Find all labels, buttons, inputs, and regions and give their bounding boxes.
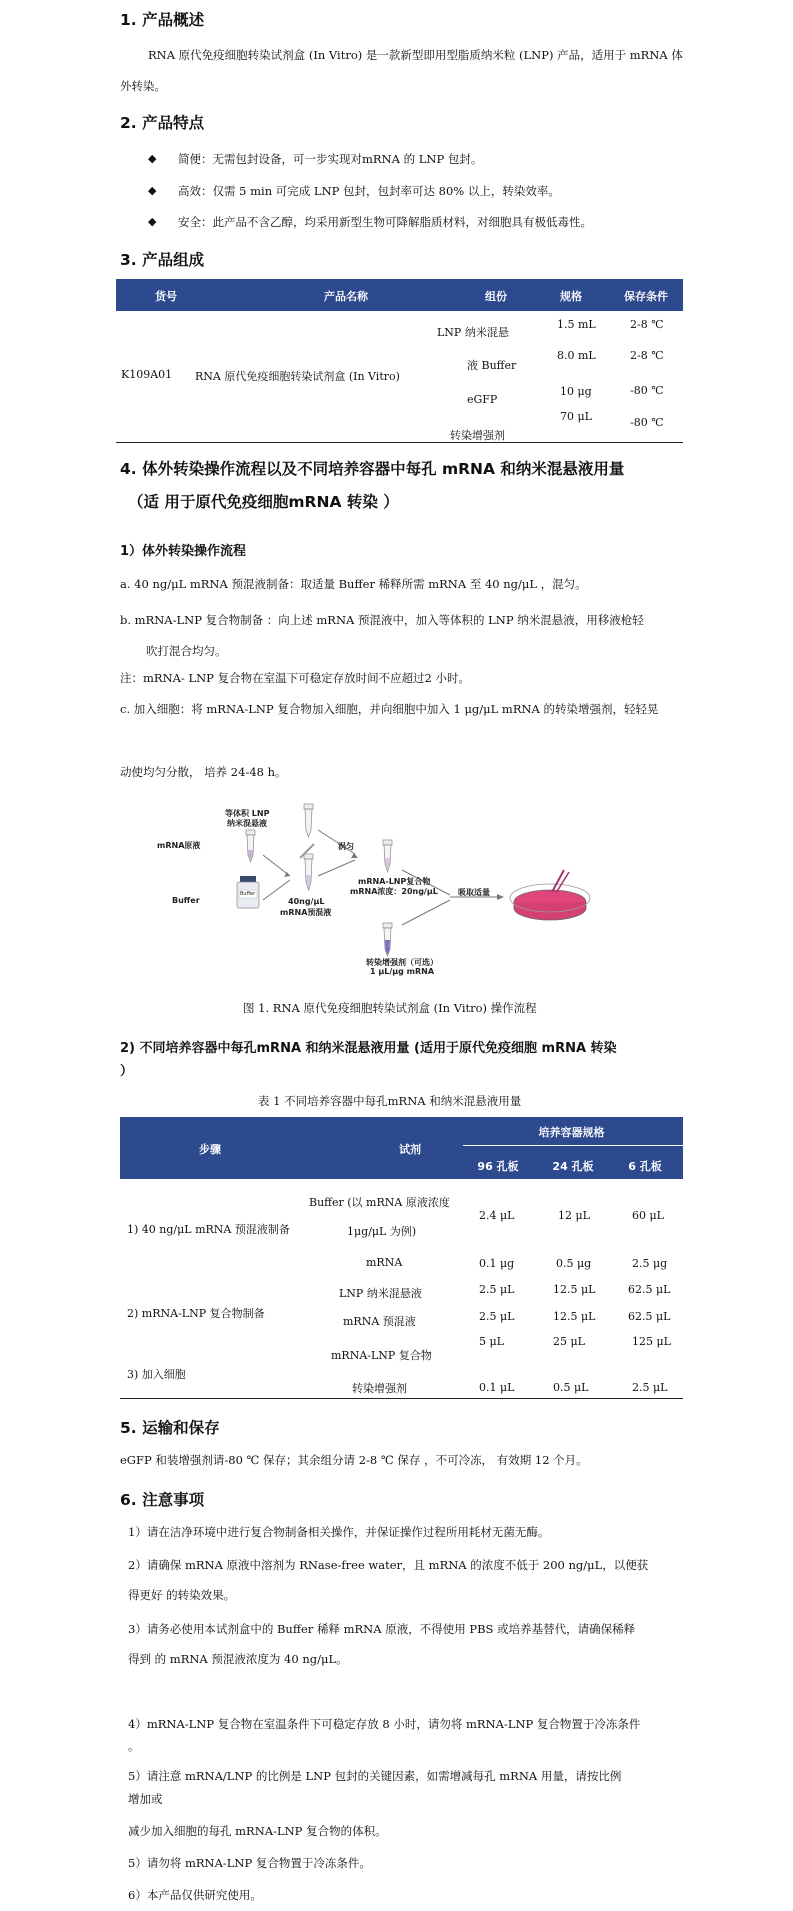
section-3-title: 3. 产品组成 (120, 251, 205, 269)
section-2-title: 2. 产品特点 (120, 114, 205, 132)
s1-paragraph-line1: RNA 原代免疫细胞转染试剂盒 (In Vitro) 是一款新型即用型脂质纳米粒 (LNP) 产品，适用于 mRNA 体 (148, 48, 683, 62)
reagent-cell-cont: 1μg/μL 为例) (347, 1225, 417, 1238)
section-4-title: 4. 体外转染操作流程以及不同培养容器中每孔 mRNA 和纳米混悬液用量 (120, 460, 625, 478)
value-6: 60 μL (632, 1209, 664, 1222)
section-1-title: 1. 产品概述 (120, 11, 205, 29)
header-storage: 保存条件 (624, 290, 668, 303)
note-item: 4）mRNA-LNP 复合物在室温条件下可稳定存放 8 小时，请勿将 mRNA-LNP 复合物置于冷冻条件 (128, 1717, 641, 1731)
value-96: 5 μL (479, 1335, 504, 1348)
header-container-spec: 培养容器规格 (538, 1126, 605, 1139)
component-item: LNP 纳米混悬 (437, 326, 509, 339)
value-6: 62.5 μL (628, 1310, 671, 1323)
value-6: 2.5 μg (632, 1257, 668, 1270)
reagent-cell: 转染增强剂 (352, 1382, 407, 1395)
note-item-cont: 增加或 (128, 1792, 163, 1806)
component-item: 转染增强剂 (450, 429, 505, 442)
value-96: 0.1 μg (479, 1257, 515, 1270)
component-item: eGFP (467, 393, 498, 406)
enhancer-label-2: 1 μL/μg mRNA (370, 967, 435, 976)
enhancer-tube-icon (383, 923, 392, 956)
value-24: 12.5 μL (553, 1283, 596, 1296)
bullet-icon: ◆ (148, 184, 157, 197)
storage-text: eGFP 和装增强剂请-80 ℃ 保存；其余组分请 2-8 ℃ 保存 ，不可冷冻， 有效期 12 个月。 (120, 1453, 588, 1467)
spec-value: 70 μL (560, 410, 592, 423)
table-caption: 表 1 不同培养容器中每孔mRNA 和纳米混悬液用量 (258, 1094, 522, 1108)
component-item: 液 Buffer (467, 359, 517, 372)
vortex-label: 涡匀 (338, 842, 354, 851)
step-b: b. mRNA-LNP 复合物制备 ：向上述 mRNA 预混液中，加入等体积的 LNP 纳米混悬液，用移液枪轻 (120, 613, 644, 627)
subsection-1-title: 1）体外转染操作流程 (120, 544, 247, 559)
step-c: c. 加入细胞：将 mRNA-LNP 复合物加入细胞，并向细胞中加入 1 μg/μL mRNA 的转染增强剂，轻轻晃 (120, 702, 659, 716)
table-bottom-rule (120, 1398, 683, 1399)
value-6: 62.5 μL (628, 1283, 671, 1296)
value-24: 0.5 μg (556, 1257, 592, 1270)
reagent-cell: mRNA-LNP 复合物 (331, 1349, 432, 1362)
subsection-2-title-cont: ） (120, 1064, 134, 1079)
note-item: 6）本产品仅供研究使用。 (128, 1888, 262, 1902)
note-item-cont: 。 (128, 1739, 140, 1753)
reagent-cell: Buffer (以 mRNA 原液浓度 (309, 1196, 450, 1209)
feature-item: 安全：此产品不含乙醇，均采用新型生物可降解脂质材料，对细胞具有极低毒性。 (178, 215, 592, 229)
value-96: 0.1 μL (479, 1381, 515, 1394)
step-cell: 3) 加入细胞 (127, 1368, 186, 1381)
catalog-number: K109A01 (121, 368, 173, 381)
subsection-2-title: 2) 不同培养容器中每孔mRNA 和纳米混悬液用量 (适用于原代免疫细胞 mRNA 转染 (120, 1041, 617, 1056)
complex-label: mRNA-LNP复合物 (358, 877, 431, 886)
feature-item: 简便：无需包封设备，可一步实现对mRNA 的 LNP 包封。 (178, 152, 483, 166)
reagent-cell: mRNA (366, 1256, 403, 1269)
value-6: 125 μL (632, 1335, 671, 1348)
spec-value: 10 μg (560, 385, 592, 398)
header-96-well: 96 孔板 (477, 1160, 519, 1173)
header-divider (463, 1145, 683, 1146)
section-5-title: 5. 运输和保存 (120, 1419, 220, 1437)
lnp-label-2: 纳米混悬液 (227, 819, 267, 828)
note-item-cont: 得到 的 mRNA 预混液浓度为 40 ng/μL。 (128, 1652, 348, 1666)
premix-tube-icon (300, 844, 314, 890)
header-6-well: 6 孔板 (628, 1160, 662, 1173)
note-item: 3）请务必使用本试剂盒中的 Buffer 稀释 mRNA 原液，不得使用 PBS 或培养基替代，请确保稀释 (128, 1622, 636, 1636)
workflow-figure (157, 800, 600, 980)
step-a: a. 40 ng/μL mRNA 预混液制备：取适量 Buffer 稀释所需 mRNA 至 40 ng/μL ，混匀。 (120, 577, 587, 591)
step-cell: 2) mRNA-LNP 复合物制备 (127, 1307, 265, 1320)
s1-paragraph-line2: 外转染。 (120, 79, 166, 93)
header-product: 产品名称 (324, 290, 368, 303)
complex-tube-icon (383, 840, 392, 872)
storage-value: -80 ℃ (630, 416, 664, 429)
complex-label-2: mRNA浓度：20ng/μL (350, 887, 438, 896)
lnp-label: 等体积 LNP (225, 809, 270, 818)
value-24: 12 μL (558, 1209, 590, 1222)
step-c-cont: 动使均匀分散， 培养 24-48 h。 (120, 765, 287, 779)
header-reagent: 试剂 (399, 1143, 421, 1156)
header-component: 组份 (485, 290, 507, 303)
enhancer-label: 转染增强剂（可选） (366, 958, 438, 967)
feature-item: 高效：仅需 5 min 可完成 LNP 包封，包封率可达 80% 以上，转染效率。 (178, 184, 560, 198)
reagent-cell: LNP 纳米混悬液 (339, 1287, 422, 1300)
lnp-tube-icon (304, 804, 313, 837)
bullet-icon: ◆ (148, 152, 157, 165)
note-item-cont: 减少加入细胞的每孔 mRNA-LNP 复合物的体积。 (128, 1824, 387, 1838)
bottle-label: Buffer (240, 891, 256, 897)
petri-dish-icon (510, 870, 590, 920)
header-catalog: 货号 (155, 290, 177, 303)
add-label: 吸取适量 (458, 888, 490, 897)
value-96: 2.5 μL (479, 1283, 515, 1296)
value-6: 2.5 μL (632, 1381, 668, 1394)
note-item: 5）请勿将 mRNA-LNP 复合物置于冷冻条件。 (128, 1856, 371, 1870)
usage-table-header (120, 1117, 683, 1179)
header-spec: 规格 (560, 290, 582, 303)
value-24: 12.5 μL (553, 1310, 596, 1323)
bullet-icon: ◆ (148, 215, 157, 228)
premix-label: 40ng/μL (288, 897, 325, 906)
note-item: 5）请注意 mRNA/LNP 的比例是 LNP 包封的关键因素，如需增减每孔 mRNA 用量，请按比例 (128, 1769, 622, 1783)
section-4-title-line2: （适 用于原代免疫细胞mRNA 转染 ） (128, 493, 399, 511)
table-bottom-rule (116, 442, 683, 443)
storage-value: 2-8 ℃ (630, 349, 664, 362)
product-name: RNA 原代免疫细胞转染试剂盒 (In Vitro) (195, 370, 400, 383)
value-96: 2.4 μL (479, 1209, 515, 1222)
header-step: 步骤 (199, 1143, 221, 1156)
figure-caption: 图 1. RNA 原代免疫细胞转染试剂盒 (In Vitro) 操作流程 (243, 1001, 537, 1015)
value-24: 25 μL (553, 1335, 585, 1348)
composition-table-header (116, 279, 683, 311)
storage-value: 2-8 ℃ (630, 318, 664, 331)
value-24: 0.5 μL (553, 1381, 589, 1394)
spec-value: 1.5 mL (557, 318, 596, 331)
premix-label-2: mRNA预混液 (280, 908, 332, 917)
note-item: 1）请在洁净环境中进行复合物制备相关操作，并保证操作过程所用耗材无菌无酶。 (128, 1525, 550, 1539)
note: 注：mRNA- LNP 复合物在室温下可稳定存放时间不应超过2 小时。 (120, 671, 471, 685)
step-b-cont: 吹打混合均匀。 (146, 644, 227, 658)
value-96: 2.5 μL (479, 1310, 515, 1323)
note-item-cont: 得更好 的转染效果。 (128, 1588, 236, 1602)
storage-value: -80 ℃ (630, 384, 664, 397)
mrna-label: mRNA原液 (157, 841, 201, 850)
note-item: 2）请确保 mRNA 原液中溶剂为 RNase-free water，且 mRNA 的浓度不低于 200 ng/μL，以便获 (128, 1558, 649, 1572)
spec-value: 8.0 mL (557, 349, 596, 362)
buffer-label: Buffer (172, 896, 200, 905)
step-cell: 1) 40 ng/μL mRNA 预混液制备 (127, 1223, 290, 1236)
reagent-cell: mRNA 预混液 (343, 1315, 416, 1328)
header-24-well: 24 孔板 (552, 1160, 594, 1173)
mrna-tube-icon (246, 830, 255, 862)
section-6-title: 6. 注意事项 (120, 1491, 205, 1509)
